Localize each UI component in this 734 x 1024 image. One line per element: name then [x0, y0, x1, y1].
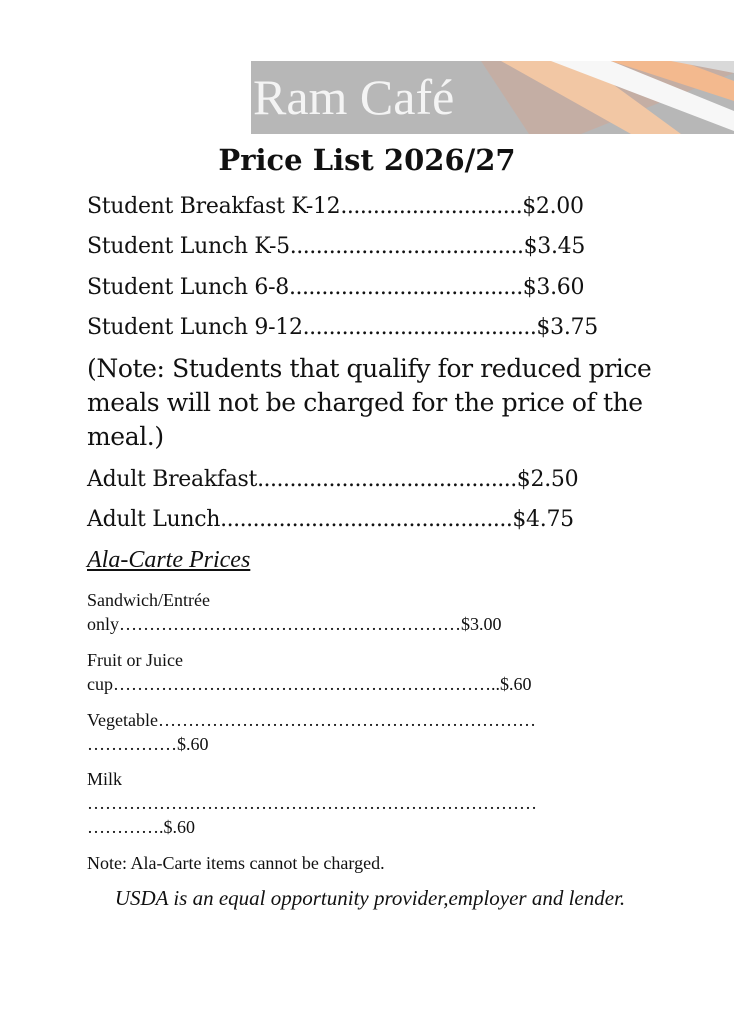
item-price: $4.75: [512, 507, 574, 532]
item-price: $3.60: [522, 275, 585, 300]
price-row-student-lunch-912: [87, 313, 598, 343]
alacarte-item-line: …………………………………………………………………: [87, 793, 537, 813]
alacarte-item-line: Sandwich/Entrée: [87, 590, 210, 610]
alacarte-heading: Ala-Carte Prices: [87, 547, 251, 573]
item-label: Student Lunch 9-12: [87, 315, 303, 340]
alacarte-item-line: ………….$.60: [87, 817, 195, 837]
price-row-adult-lunch: [87, 505, 574, 535]
price-row-adult-breakfast: [87, 465, 578, 495]
item-label: Student Lunch K-5: [87, 234, 290, 259]
page-title: Price List 2026/27: [218, 143, 516, 177]
alacarte-item-milk: [87, 767, 652, 839]
banner-title: Ram Café: [253, 69, 455, 125]
item-label: Student Lunch 6-8: [87, 275, 289, 300]
alacarte-item-line: only…………………………………………………$3.00: [87, 614, 502, 634]
alacarte-item-line: Milk: [87, 769, 123, 789]
cafe-banner: [251, 61, 734, 134]
reduced-price-note: (Note: Students that qualify for reduced price meals will not be charged for the price of the meal.): [87, 354, 652, 451]
leader-dots: ....................................: [289, 234, 524, 259]
item-price: $2.00: [522, 194, 584, 219]
alacarte-item-line: Fruit or Juice: [87, 650, 183, 670]
leader-dots: ............................: [340, 194, 523, 219]
alacarte-item-line: ……………$.60: [87, 734, 209, 754]
price-row-student-lunch-k5: [87, 232, 585, 262]
item-label: Student Breakfast K-12: [87, 194, 341, 219]
price-row-student-lunch-68: [87, 273, 584, 303]
item-price: $3.45: [523, 234, 586, 259]
alacarte-item-fruit: [87, 648, 652, 696]
usda-statement: USDA is an equal opportunity provider,employer and lender.: [114, 886, 626, 910]
alacarte-item-vegetable: [87, 708, 652, 756]
item-label: Adult Lunch: [87, 507, 221, 532]
item-price: $2.50: [516, 467, 579, 492]
alacarte-item-line: cup………………………………………………………..$.60: [87, 674, 532, 694]
item-label: Adult Breakfast: [87, 467, 258, 492]
alacarte-note: Note: Ala-Carte items cannot be charged.: [87, 853, 385, 873]
item-price: $3.75: [536, 315, 598, 340]
leader-dots: ....................................: [288, 275, 523, 300]
leader-dots: ........................................: [257, 467, 517, 492]
leader-dots: .............................................: [220, 507, 513, 532]
alacarte-item-sandwich: [87, 588, 652, 636]
price-row-student-breakfast: [87, 192, 584, 222]
alacarte-item-line: Vegetable………………………………………………………: [87, 710, 536, 730]
leader-dots: ....................................: [302, 315, 537, 340]
